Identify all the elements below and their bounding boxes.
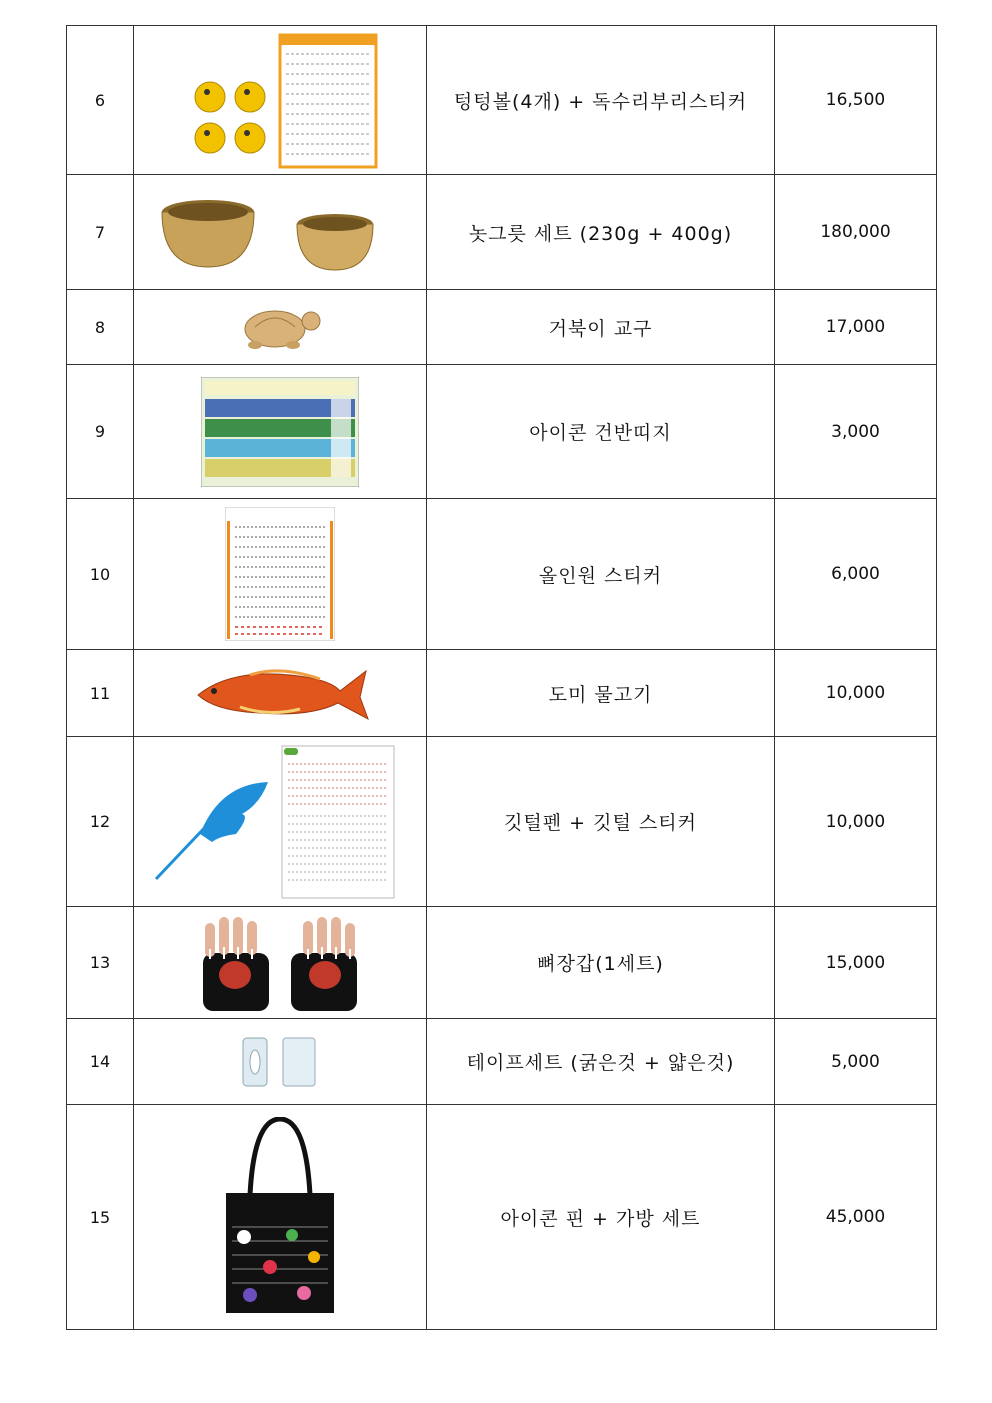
table-row <box>67 175 937 290</box>
item-price: 6,000 <box>775 499 937 650</box>
table-row <box>67 26 937 175</box>
yellow-balls <box>195 82 265 153</box>
item-number: 14 <box>67 1019 134 1105</box>
red-snapper-fish-image <box>190 663 370 723</box>
tape-set-image <box>235 1032 325 1092</box>
item-price: 16,500 <box>775 26 937 175</box>
wooden-turtle-image <box>235 297 325 357</box>
item-price: 45,000 <box>775 1105 937 1330</box>
product-table <box>66 25 937 1330</box>
item-price: 10,000 <box>775 650 937 737</box>
item-image-cell <box>134 907 427 1019</box>
item-number: 13 <box>67 907 134 1019</box>
brass-bowl-set-image <box>150 182 410 282</box>
item-number: 7 <box>67 175 134 290</box>
item-number: 12 <box>67 737 134 907</box>
table-row <box>67 907 937 1019</box>
item-name: 놋그릇 세트 (230g + 400g) <box>427 175 775 290</box>
feather-pen-sticker-image <box>150 744 410 900</box>
icon-pin-bag-image <box>220 1117 340 1317</box>
blue-feather <box>156 782 268 879</box>
item-name: 거북이 교구 <box>427 290 775 365</box>
item-price: 3,000 <box>775 365 937 499</box>
item-image-cell <box>134 290 427 365</box>
table-row <box>67 737 937 907</box>
item-name: 올인원 스티커 <box>427 499 775 650</box>
table-row <box>67 365 937 499</box>
item-price: 15,000 <box>775 907 937 1019</box>
item-number: 11 <box>67 650 134 737</box>
item-number: 15 <box>67 1105 134 1330</box>
item-name: 아이콘 건반띠지 <box>427 365 775 499</box>
table-row <box>67 1105 937 1330</box>
item-price: 17,000 <box>775 290 937 365</box>
item-image-cell <box>134 737 427 907</box>
right-glove <box>291 917 357 1011</box>
item-name: 깃털펜 + 깃털 스티커 <box>427 737 775 907</box>
item-image-cell <box>134 499 427 650</box>
item-name: 도미 물고기 <box>427 650 775 737</box>
item-price: 5,000 <box>775 1019 937 1105</box>
item-image-cell <box>134 1105 427 1330</box>
table-row <box>67 650 937 737</box>
keyboard-strip-image <box>201 377 359 487</box>
item-image-cell <box>134 26 427 175</box>
item-number: 10 <box>67 499 134 650</box>
item-name: 테이프세트 (굵은것 + 얇은것) <box>427 1019 775 1105</box>
item-number: 9 <box>67 365 134 499</box>
tongtong-ball-sticker-image <box>180 30 380 170</box>
table-row <box>67 290 937 365</box>
item-name: 아이콘 핀 + 가방 세트 <box>427 1105 775 1330</box>
item-name: 텅텅볼(4개) + 독수리부리스티커 <box>427 26 775 175</box>
item-image-cell <box>134 1019 427 1105</box>
item-image-cell <box>134 175 427 290</box>
item-image-cell <box>134 365 427 499</box>
left-glove <box>203 917 269 1011</box>
item-number: 6 <box>67 26 134 175</box>
item-name: 뼈장갑(1세트) <box>427 907 775 1019</box>
item-number: 8 <box>67 290 134 365</box>
item-image-cell <box>134 650 427 737</box>
sticker-sheet <box>282 746 394 898</box>
bone-gloves-image <box>195 913 365 1013</box>
all-in-one-sticker-image <box>225 507 335 641</box>
table-row <box>67 1019 937 1105</box>
sticker-sheet <box>280 35 376 167</box>
item-price: 180,000 <box>775 175 937 290</box>
table-row <box>67 499 937 650</box>
item-price: 10,000 <box>775 737 937 907</box>
